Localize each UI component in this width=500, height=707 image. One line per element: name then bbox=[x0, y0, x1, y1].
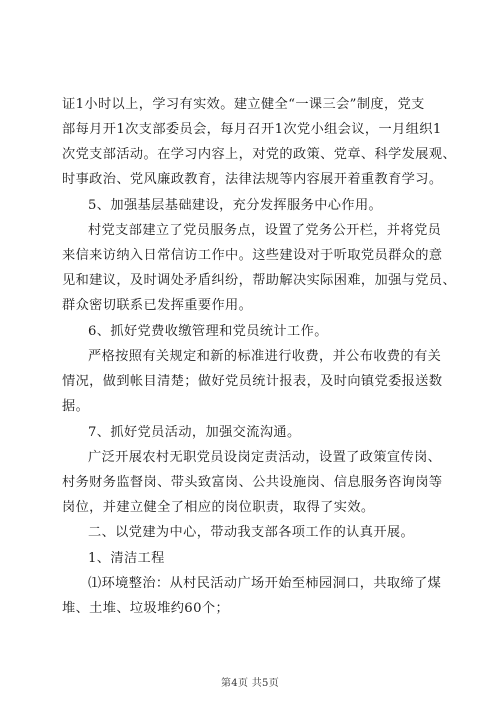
page-number-footer: 第4页 共5页 bbox=[220, 678, 279, 689]
body-text-line: 据。 bbox=[62, 399, 90, 414]
body-text-line: 证1小时以上，学习有实效。建立健全“一课三会”制度，党支 bbox=[62, 97, 425, 112]
body-text-line: 严格按照有关规定和新的标准进行收费，并公布收费的有关 bbox=[88, 349, 442, 364]
section-heading: 7、抓好党员活动，加强交流沟通。 bbox=[88, 425, 301, 440]
body-text-line: 村党支部建立了党员服务点，设置了党务公开栏，并将党员 bbox=[88, 223, 442, 238]
section-heading: 6、抓好党费收缴管理和党员统计工作。 bbox=[88, 324, 328, 339]
body-text-line: 岗位，并建立健全了相应的岗位职责，取得了实效。 bbox=[62, 500, 375, 515]
body-text-line: 广泛开展农村无职党员设岗定责活动，设置了政策宣传岗、 bbox=[88, 450, 442, 465]
subsection-heading: 1、清洁工程 bbox=[88, 551, 165, 566]
body-text-line: 村务财务监督岗、带头致富岗、公共设施岗、信息服务咨询岗等 bbox=[62, 475, 443, 490]
body-text-line: 见和建议，及时调处矛盾纠纷，帮助解决实际困难，加强与党员、 bbox=[62, 273, 457, 288]
body-text-line: 来信来访纳入日常信访工作中。这些建设对于听取党员群众的意 bbox=[62, 248, 443, 263]
body-text-line: 部每月开1次支部委员会，每月召开1次党小组会议，一月组织1 bbox=[62, 122, 442, 137]
section-heading: 二、以党建为中心，带动我支部各项工作的认真开展。 bbox=[88, 525, 415, 540]
body-text-line: ⑴环境整治：从村民活动广场开始至柿园洞口，共取缔了煤 bbox=[88, 576, 442, 591]
body-text-line: 情况，做到帐目清楚；做好党员统计报表，及时向镇党委报送数 bbox=[62, 374, 443, 389]
body-text-line: 群众密切联系已发挥重要作用。 bbox=[62, 298, 253, 313]
body-text-line: 时事政治、党风廉政教育，法律法规等内容展开着重教育学习。 bbox=[62, 172, 443, 187]
body-text-line: 堆、土堆、垃圾堆约60个； bbox=[62, 601, 230, 616]
body-text-line: 次党支部活动。在学习内容上，对党的政策、党章、科学发展观、 bbox=[62, 147, 457, 162]
section-heading: 5、加强基层基础建设，充分发挥服务中心作用。 bbox=[88, 198, 383, 213]
